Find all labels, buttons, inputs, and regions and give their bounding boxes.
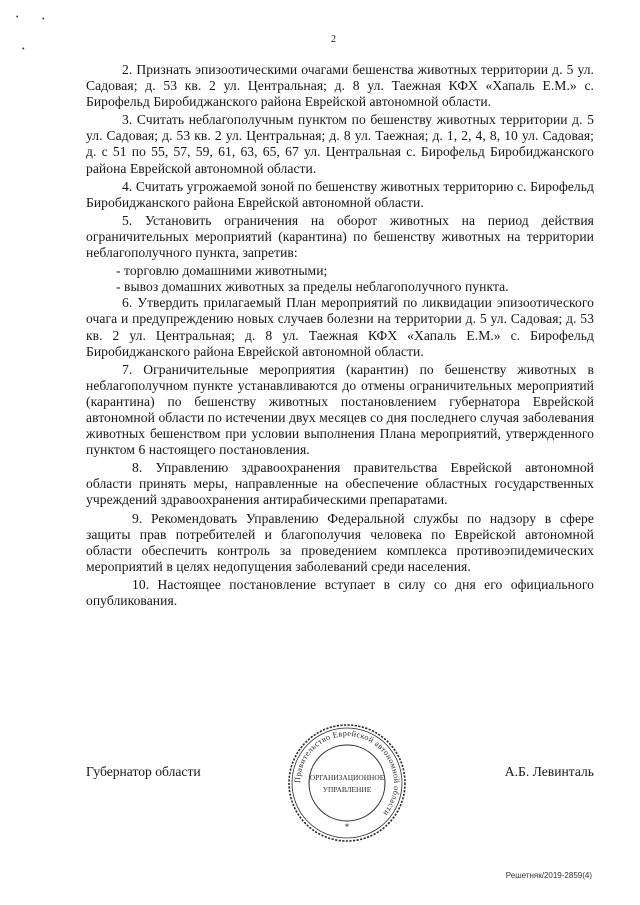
scan-mark: •: [22, 46, 25, 53]
stamp-center-line2: УПРАВЛЕНИЕ: [322, 785, 372, 794]
paragraph-7: 7. Ограничительные мероприятия (карантин) по бешенству животных в неблагополучном пункте устанавливаются до отмены ограничительных мероприятий (карантина) по бешенству животных постановлением губернатора Еврейской автономной области по истечении двух месяцев со дня последнего случая заболевания животных бешенством при условии выполнения Плана мероприятий, утвержденного пунктом 6 настоящего постановления.: [86, 361, 594, 458]
paragraph-10: 10. Настоящее постановление вступает в силу со дня его официального опубликования.: [86, 576, 594, 608]
document-body: [86, 62, 594, 611]
stamp-ring-text: Правительство Еврейской автономной области: [292, 728, 402, 818]
stamp-star-icon: *: [344, 822, 350, 832]
paragraph-2: 2. Признать эпизоотическими очагами бешенства животных территории д. 5 ул. Садовая; д. 53 кв. 2 ул. Центральная; д. 8 ул. Таежная КФХ «Хапаль Е.М.» с. Бирофельд Биробиджанского района Еврейской автономной области.: [86, 62, 594, 110]
paragraph-8: 8. Управлению здравоохранения правительства Еврейской автономной области принять меры, направленные на обеспечение областных государственных учреждений здравоохранения антирабическими препаратами.: [86, 460, 594, 508]
document-code: Решетняк/2019-2859(4): [505, 871, 592, 880]
paragraph-6: 6. Утвердить прилагаемый План мероприятий по ликвидации эпизоотического очага и предупреждению новых случаев болезни на территории д. 5 ул. Садовая; д. 53 кв. 2 ул. Центральная; д. 8 ул. Таежная КФХ «Хапаль Е.М.» с. Бирофельд Биробиджанского района Еврейской автономной области.: [86, 295, 594, 359]
scan-mark: •: [42, 16, 45, 23]
paragraph-4: 4. Считать угрожаемой зоной по бешенству животных территорию с. Бирофельд Биробиджанского района Еврейской автономной области.: [86, 178, 594, 210]
official-seal-stamp: [286, 722, 408, 844]
paragraph-5: 5. Установить ограничения на оборот животных на период действия ограничительных мероприятий (карантина) по бешенству животных на территории неблагополучного пункта, запретив:: [86, 212, 594, 261]
signer-name: А.Б. Левинталь: [504, 764, 594, 779]
stamp-center-line1: ОРГАНИЗАЦИОННОЕ: [309, 773, 385, 782]
scan-mark: •: [16, 14, 19, 21]
paragraph-5-bullet-1: - торговлю домашними животными;: [116, 263, 328, 279]
paragraph-3: 3. Считать неблагополучным пунктом по бешенству животных территории д. 5 ул. Садовая; д. 53 кв. 2 ул. Центральная; д. 8 ул. Таежная; д. 1, 2, 4, 8, 10 ул. Садовая; д. с 51 по 55, 57, 59, 61, 63, 65, 67 ул. Центральная с. Бирофельд Биробиджанского района Еврейской автономной области.: [86, 112, 594, 176]
paragraph-5-bullet-2: - вывоз домашних животных за пределы неблагополучного пункта.: [116, 279, 509, 295]
paragraph-9: 9. Рекомендовать Управлению Федеральной службы по надзору в сфере защиты прав потребителей и благополучия человека по Еврейской автономной области обеспечить контроль за проведением комплекса противоэпидемических мероприятий в целях недопущения заболеваний среди населения.: [86, 510, 594, 574]
page-number: 2: [331, 34, 336, 45]
signer-title: Губернатор области: [86, 764, 201, 779]
